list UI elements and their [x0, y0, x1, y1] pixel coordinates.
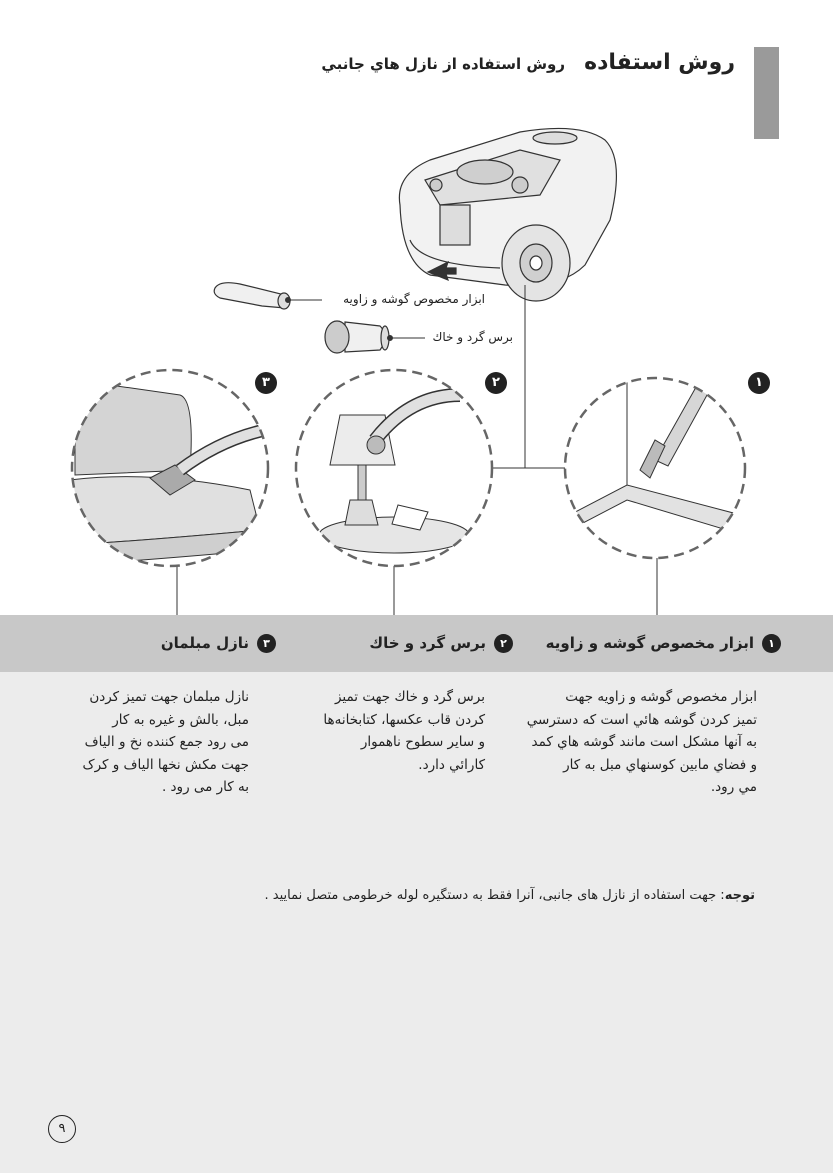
accessory-illustration	[0, 120, 833, 620]
crevice-tool-label: ابزار مخصوص گوشه و زاويه	[343, 292, 485, 306]
step-3-title-text: نازل مبلمان	[160, 634, 249, 652]
dust-brush-drawing	[325, 321, 389, 353]
lamp-cleaning-scene	[290, 370, 500, 570]
step-1-title-text: ابزار مخصوص گوشه و زاويه	[545, 634, 754, 652]
page-title: روش استفاده	[584, 50, 735, 75]
step-1-marker: ١	[748, 372, 770, 394]
page-header	[321, 50, 735, 75]
note-text: : جهت استفاده از نازل هاى جانبى، آنرا فقط به دستگيره لوله خرطومى متصل نماييد .	[264, 888, 725, 903]
step-2-title-text: برس گرد و خاك	[369, 634, 486, 652]
step-3-marker: ٣	[255, 372, 277, 394]
step-2-marker: ٢	[485, 372, 507, 394]
crevice-tool-drawing	[214, 283, 290, 309]
step-2-description: برس گرد و خاك جهت تميز كردن قاب عكسها، كتابخانه‌ها و ساير سطوح ناهموار كارائي دارد.	[323, 689, 485, 773]
step-2-number: ٢	[494, 634, 513, 653]
step-3-title	[161, 615, 276, 672]
step-3-description: نازل مبلمان جهت تميز كردن مبل، بالش و غيره به كار مى رود جمع كننده نخ و الياف جهت مكش نخها الياف و كرک به كار مى رود .	[82, 689, 249, 795]
step-2-title	[369, 615, 513, 672]
step-3-number: ٣	[257, 634, 276, 653]
page-number: ٩	[48, 1115, 76, 1143]
vacuum-cleaner-drawing	[399, 128, 616, 301]
note-label: توجه	[724, 888, 755, 903]
step-1-title	[546, 615, 781, 672]
step-1-number: ١	[762, 634, 781, 653]
sofa-cleaning-scene	[70, 370, 280, 570]
corner-cleaning-scene	[560, 370, 760, 570]
step-1-description: ابزار مخصوص گوشه و زاويه جهت تميز كردن گوشه هائي است كه دسترسي به آنها مشكل است مانند گوشه هاي كمد و فضاي مابين كوسنهاي مبل به كار مي رود.	[526, 689, 757, 795]
dust-brush-label: برس گرد و خاك	[432, 330, 513, 344]
page-subtitle: روش استفاده از نازل هاي جانبي	[321, 55, 566, 73]
usage-note	[265, 888, 755, 903]
